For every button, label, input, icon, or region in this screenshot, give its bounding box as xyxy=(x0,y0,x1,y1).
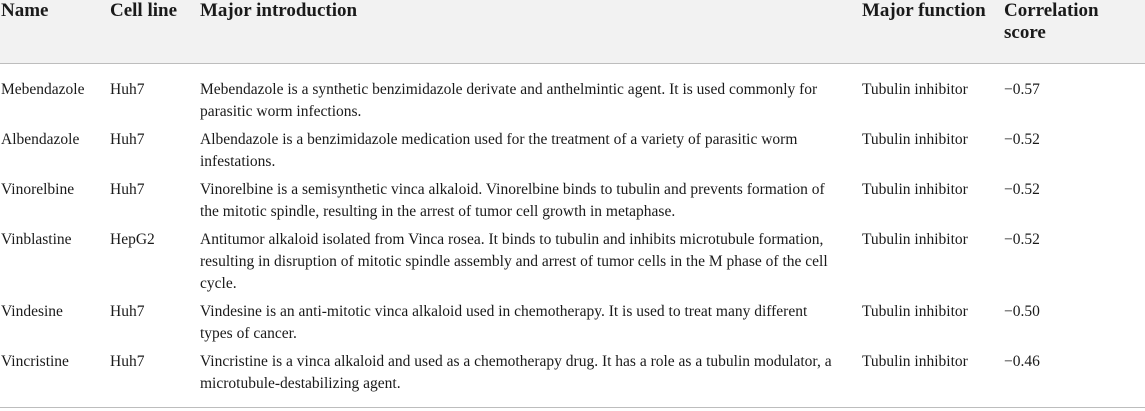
cell-introduction: Vincristine is a vinca alkaloid and used as a chemotherapy drug. It has a role as a tubulin modulator, a microtubule-destabilizing agent. xyxy=(200,353,832,392)
table-body xyxy=(0,64,1145,408)
cell-introduction: Mebendazole is a synthetic benzimidazole derivate and anthelmintic agent. It is used commonly for parasitic worm infections. xyxy=(200,81,818,120)
table-row xyxy=(0,351,1145,408)
table-row xyxy=(0,229,1145,301)
cell-cell-line: Huh7 xyxy=(110,131,145,148)
cell-cell-line: Huh7 xyxy=(110,81,145,98)
header-row xyxy=(0,0,1145,64)
header-major-function: Major function xyxy=(862,0,986,21)
table-header xyxy=(0,0,1145,64)
header-correlation-score: Correlation score xyxy=(1004,0,1099,43)
cell-cell-line: Huh7 xyxy=(110,181,145,198)
cell-name: Vinorelbine xyxy=(1,181,75,198)
cell-name: Mebendazole xyxy=(1,81,85,98)
table-row xyxy=(0,129,1145,179)
cell-score: −0.52 xyxy=(1004,231,1040,248)
cell-introduction: Vindesine is an anti-mitotic vinca alkaloid used in chemotherapy. It is used to treat many different types of cancer. xyxy=(200,303,808,342)
cell-function: Tubulin inhibitor xyxy=(862,81,968,98)
cell-score: −0.57 xyxy=(1004,81,1040,98)
cell-name: Vincristine xyxy=(1,353,69,370)
cell-name: Vindesine xyxy=(1,303,63,320)
cell-introduction: Vinorelbine is a semisynthetic vinca alkaloid. Vinorelbine binds to tubulin and prevents formation of the mitotic spindle, resulting in the arrest of tumor cell growth in metaphase. xyxy=(200,181,825,220)
cell-score: −0.46 xyxy=(1004,353,1040,370)
cell-score: −0.52 xyxy=(1004,131,1040,148)
header-name: Name xyxy=(1,0,49,21)
cell-introduction: Albendazole is a benzimidazole medication used for the treatment of a variety of parasitic worm infestations. xyxy=(200,131,798,170)
cell-name: Albendazole xyxy=(1,131,80,148)
header-major-introduction: Major introduction xyxy=(200,0,358,21)
cell-name: Vinblastine xyxy=(1,231,72,248)
cell-score: −0.52 xyxy=(1004,181,1040,198)
table-row xyxy=(0,179,1145,229)
cell-function: Tubulin inhibitor xyxy=(862,131,968,148)
cell-function: Tubulin inhibitor xyxy=(862,181,968,198)
cell-function: Tubulin inhibitor xyxy=(862,231,968,248)
cell-score: −0.50 xyxy=(1004,303,1040,320)
cell-cell-line: HepG2 xyxy=(110,231,155,248)
cell-function: Tubulin inhibitor xyxy=(862,303,968,320)
cell-cell-line: Huh7 xyxy=(110,303,145,320)
header-cell-line: Cell line xyxy=(110,0,178,21)
cell-introduction: Antitumor alkaloid isolated from Vinca rosea. It binds to tubulin and inhibits microtubule formation, resulting in disruption of mitotic spindle assembly and arrest of tumor cells in the M phase of the cell cycle. xyxy=(200,231,828,292)
cell-cell-line: Huh7 xyxy=(110,353,145,370)
table-row xyxy=(0,64,1145,130)
table-row xyxy=(0,301,1145,351)
cell-function: Tubulin inhibitor xyxy=(862,353,968,370)
